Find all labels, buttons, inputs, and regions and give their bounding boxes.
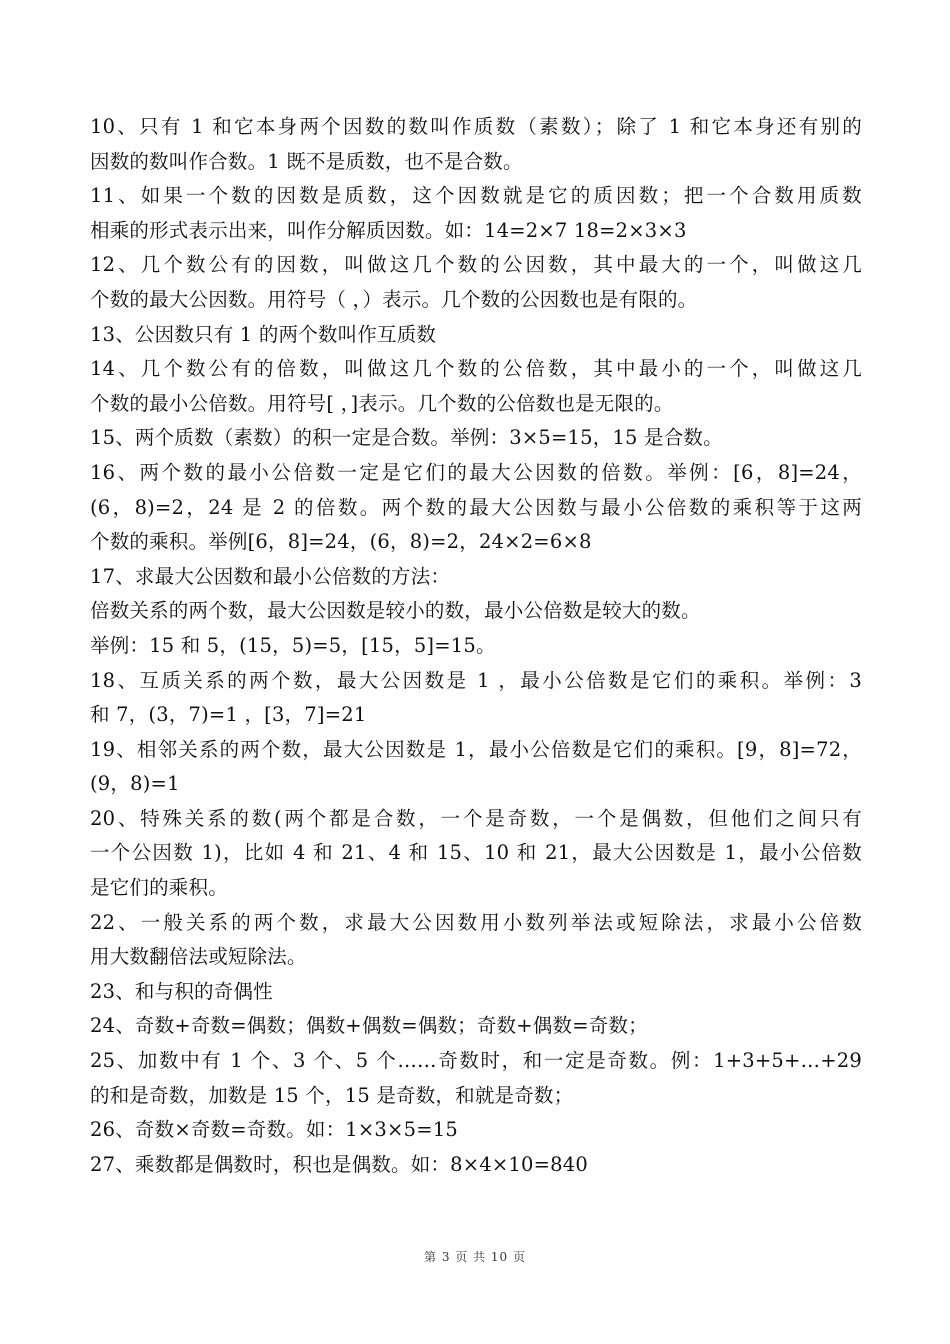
text-line: 14、几个数公有的倍数，叫做这几个数的公倍数，其中最小的一个，叫做这几 [90, 357, 862, 381]
text-line: 用大数翻倍法或短除法。 [90, 945, 307, 969]
text-line: 个数的最大公因数。用符号（ ，）表示。几个数的公因数也是有限的。 [90, 287, 698, 311]
text-line: 11、如果一个数的因数是质数，这个因数就是它的质因数；把一个合数用质数 [90, 184, 862, 208]
document-body [90, 110, 862, 1182]
text-line: 15、两个质数（素数）的积一定是合数。举例：3×5=15，15 是合数。 [90, 426, 723, 450]
text-line: 倍数关系的两个数，最大公因数是较小的数，最小公倍数是较大的数。 [90, 599, 701, 623]
text-line: 10、只有 1 和它本身两个因数的数叫作质数（素数）；除了 1 和它本身还有别的 [90, 115, 862, 138]
text-line: 个数的乘积。举例[6，8]=24，(6，8)=2，24×2=6×8 [90, 530, 592, 554]
text-line: 16、两个数的最小公倍数一定是它们的最大公因数的倍数。举例：[6，8]=24， [90, 460, 862, 484]
text-line: 22、一般关系的两个数，求最大公因数用小数列举法或短除法，求最小公倍数 [90, 910, 862, 934]
text-line: 举例：15 和 5，(15，5)=5，[15，5]=15。 [90, 633, 496, 657]
text-line: 24、奇数+奇数=偶数；偶数+偶数=偶数；奇数+偶数=奇数； [90, 1014, 648, 1038]
text-line: 17、求最大公因数和最小公倍数的方法： [90, 564, 451, 588]
text-line: 23、和与积的奇偶性 [90, 979, 273, 1003]
text-line: (6，8)=2，24 是 2 的倍数。两个数的最大公因数与最小公倍数的乘积等于这两 [90, 495, 862, 519]
text-line: 因数的数叫作合数。1 既不是质数，也不是合数。 [90, 149, 523, 173]
text-line: (9，8)=1 [90, 772, 180, 796]
text-line: 13、公因数只有 1 的两个数叫作互质数 [90, 322, 437, 346]
text-line: 的和是奇数，加数是 15 个，15 是奇数，和就是奇数； [90, 1083, 574, 1107]
text-line: 19、相邻关系的两个数，最大公因数是 1，最小公倍数是它们的乘积。[9，8]=72， [90, 737, 862, 761]
text-line: 是它们的乘积。 [90, 876, 228, 900]
text-line: 相乘的形式表示出来，叫作分解质因数。如：14=2×7 18=2×3×3 [90, 218, 687, 242]
page-footer: 第 3 页 共 10 页 [424, 1250, 526, 1264]
text-line: 20、特殊关系的数(两个都是合数，一个是奇数，一个是偶数，但他们之间只有 [90, 806, 862, 830]
text-line: 和 7，(3，7)=1 ，[3，7]=21 [90, 703, 367, 727]
text-line: 18、互质关系的两个数，最大公因数是 1 ，最小公倍数是它们的乘积。举例：3 [90, 668, 862, 692]
text-line: 12、几个数公有的因数，叫做这几个数的公因数，其中最大的一个，叫做这几 [90, 253, 862, 277]
text-line: 25、加数中有 1 个、3 个、5 个……奇数时，和一定是奇数。例：1+3+5+…+29 [90, 1049, 862, 1073]
text-line: 个数的最小公倍数。用符号[ ，]表示。几个数的公倍数也是无限的。 [90, 391, 674, 415]
text-line: 26、奇数×奇数=奇数。如：1×3×5=15 [90, 1118, 458, 1142]
text-line: 一个公因数 1)，比如 4 和 21、4 和 15、10 和 21，最大公因数是 1，最小公倍数 [90, 841, 862, 865]
text-line: 27、乘数都是偶数时，积也是偶数。如：8×4×10=840 [90, 1152, 588, 1176]
